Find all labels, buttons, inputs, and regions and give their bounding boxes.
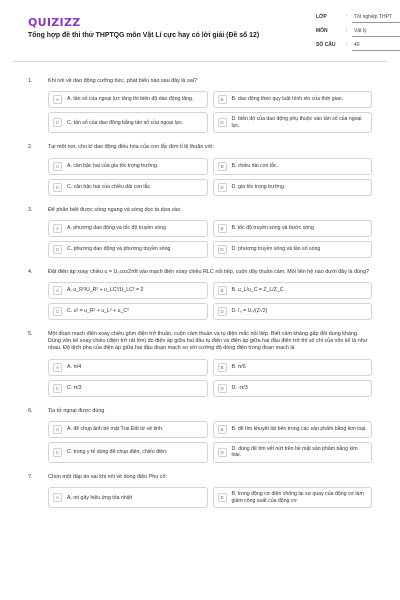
question-text: Để phân biệt được sóng ngang và sóng dọc ta dựa vào bbox=[48, 206, 181, 213]
answer-option[interactable] bbox=[48, 380, 208, 397]
meta-row-subject bbox=[316, 28, 400, 42]
answer-options bbox=[28, 282, 372, 320]
option-text: D. gia tốc trọng trường. bbox=[231, 183, 286, 190]
option-letter-box: D bbox=[218, 448, 227, 457]
option-letter-box: D bbox=[218, 307, 227, 316]
option-letter-box: A bbox=[53, 286, 62, 295]
question-number: 5. bbox=[28, 331, 33, 337]
question-text: Đặt điện áp xoay chiều u = U₀cos2πft vào mạch điện xoay chiều RLC nối tiếp, cuộn dây thuần cảm. Mối liên hệ nào dưới đây là đúng? bbox=[48, 268, 370, 275]
meta-label: MÔN bbox=[316, 28, 328, 34]
question-number: 7. bbox=[28, 474, 33, 480]
option-text: A. tần số của ngoại lực tăng thì biên độ dao động tăng. bbox=[67, 96, 194, 103]
question-item bbox=[28, 408, 372, 463]
option-text: B. tốc độ truyền sóng và bước sóng bbox=[231, 225, 314, 231]
option-letter-box: A bbox=[53, 95, 62, 104]
question-item bbox=[28, 207, 372, 258]
question-text: Khi nói về dao động cưỡng bức, phát biểu nào sau đây là sai? bbox=[48, 78, 197, 84]
option-text: A. phương dao động và tốc độ truyền sóng bbox=[67, 225, 166, 231]
meta-value: Vật lý bbox=[352, 28, 400, 37]
question-item bbox=[28, 269, 372, 320]
option-text: A. để chụp ảnh bề mặt Trái Đất từ vệ tinh. bbox=[67, 426, 164, 433]
option-text: D. dùng để tìm vết nứt trên bề mặt sản phẩm bằng kim loại. bbox=[231, 445, 358, 459]
option-letter-box: A bbox=[53, 493, 62, 502]
question-list bbox=[14, 62, 386, 508]
option-letter-box: D bbox=[218, 183, 227, 192]
question-head bbox=[28, 144, 372, 151]
option-text: D. -π/3 bbox=[231, 384, 248, 391]
question-number: 1. bbox=[28, 78, 33, 84]
option-text: C. π/3 bbox=[67, 384, 82, 391]
option-text: B. u_L/u_C = Z_L/Z_C bbox=[231, 287, 284, 294]
answer-option[interactable] bbox=[213, 91, 373, 108]
answer-option[interactable] bbox=[48, 91, 208, 108]
meta-value: 40 bbox=[352, 42, 400, 51]
meta-colon: : bbox=[346, 14, 348, 20]
answer-option[interactable] bbox=[48, 241, 208, 258]
answer-option[interactable] bbox=[213, 303, 373, 320]
meta-colon: : bbox=[346, 42, 348, 48]
option-text: D. biên độ của dao động phụ thuộc vào tần số của ngoại lực. bbox=[231, 116, 362, 129]
option-letter-box: C bbox=[53, 384, 62, 393]
question-head bbox=[28, 408, 372, 415]
meta-value: Tốt nghiệp THPT bbox=[352, 14, 400, 23]
option-letter-box: A bbox=[53, 425, 62, 434]
option-letter-box: D bbox=[218, 118, 227, 127]
answer-option[interactable] bbox=[213, 158, 373, 175]
answer-options bbox=[28, 421, 372, 463]
option-text: D. I₀ = U₀/(Z√2) bbox=[231, 308, 268, 315]
question-item bbox=[28, 474, 372, 508]
option-text: C. u² = u_R² + u_L² + u_C² bbox=[67, 308, 129, 315]
option-letter-box: D bbox=[218, 384, 227, 393]
answer-option[interactable] bbox=[48, 112, 208, 133]
answer-option[interactable] bbox=[213, 241, 373, 258]
question-head bbox=[28, 207, 372, 214]
question-head bbox=[28, 78, 372, 85]
worksheet-meta bbox=[316, 14, 400, 56]
answer-option[interactable] bbox=[48, 442, 208, 463]
answer-option[interactable] bbox=[213, 220, 373, 237]
option-text: B. dao động theo quy luật hình sin của thời gian. bbox=[231, 96, 344, 103]
answer-option[interactable] bbox=[213, 179, 373, 196]
answer-options bbox=[28, 359, 372, 397]
option-letter-box: B bbox=[218, 286, 227, 295]
option-text: B. π/6 bbox=[231, 363, 246, 370]
meta-colon: : bbox=[346, 28, 348, 34]
answer-option[interactable] bbox=[213, 421, 373, 438]
question-head bbox=[28, 331, 372, 353]
option-text: B. chiều dài con lắc. bbox=[231, 162, 278, 169]
question-number: 3. bbox=[28, 206, 33, 213]
option-text: A. căn bậc hai của gia tốc trọng trường. bbox=[67, 162, 159, 169]
question-number: 2. bbox=[28, 144, 33, 151]
quizizz-logo: QUIZIZZ bbox=[28, 16, 81, 29]
option-letter-box: C bbox=[53, 448, 62, 457]
worksheet-header bbox=[14, 0, 392, 62]
answer-option[interactable] bbox=[213, 112, 373, 133]
option-text: C. căn bậc hai của chiều dài con lắc. bbox=[67, 183, 152, 190]
question-text: Tại một nơi, chu kì dao động điều hòa của con lắc đơn tỉ lệ thuận với: bbox=[48, 144, 214, 151]
answer-option[interactable] bbox=[213, 442, 373, 463]
option-letter-box: A bbox=[53, 224, 62, 233]
meta-row-class bbox=[316, 14, 400, 28]
answer-option[interactable] bbox=[48, 179, 208, 196]
question-head bbox=[28, 269, 372, 276]
answer-option[interactable] bbox=[48, 359, 208, 376]
answer-option[interactable] bbox=[213, 359, 373, 376]
option-letter-box: B bbox=[218, 363, 227, 372]
option-letter-box: C bbox=[53, 118, 62, 127]
question-item bbox=[28, 144, 372, 195]
option-text: A. π/4 bbox=[67, 363, 82, 370]
answer-option[interactable] bbox=[48, 220, 208, 237]
question-item bbox=[28, 331, 372, 397]
answer-option[interactable] bbox=[213, 380, 373, 397]
question-number: 6. bbox=[28, 407, 33, 414]
option-text: B. trong động cơ điện chống lại sự quay của động cơ làm giảm công suất của động cơ bbox=[231, 491, 364, 504]
option-text: C. trong y tế dùng để chụp điện, chiếu điện. bbox=[67, 449, 168, 456]
answer-options bbox=[28, 220, 372, 258]
question-text: Chọn một đáp án sai khi nói về dòng điện Phu cô: bbox=[48, 474, 167, 480]
option-letter-box: C bbox=[53, 307, 62, 316]
option-letter-box: A bbox=[53, 162, 62, 171]
meta-label: SỐ CÂU bbox=[316, 42, 336, 48]
option-text: A. nó gây hiệu ứng tỏa nhiệt bbox=[67, 494, 133, 501]
option-text: B. để tìm khuyết tật bên trong các sản phẩm bằng kim loại. bbox=[231, 426, 367, 433]
answer-option[interactable] bbox=[213, 282, 373, 299]
option-letter-box: D bbox=[218, 245, 227, 254]
option-letter-box: B bbox=[218, 493, 227, 502]
option-letter-box: B bbox=[218, 425, 227, 434]
answer-options bbox=[28, 487, 372, 508]
answer-options bbox=[28, 158, 372, 196]
question-number: 4. bbox=[28, 268, 33, 275]
answer-option[interactable] bbox=[48, 303, 208, 320]
answer-option[interactable] bbox=[48, 421, 208, 438]
meta-label: LỚP bbox=[316, 14, 327, 20]
question-item bbox=[28, 78, 372, 133]
option-text: A. u_R²/U_R² + u_LC²/U_LC² = 2 bbox=[67, 287, 144, 294]
question-head bbox=[28, 474, 372, 481]
option-letter-box: C bbox=[53, 183, 62, 192]
question-text: Một đoạn mạch điện xoay chiều gồm điện trở thuần, cuộn cảm thuần và tụ điện mắc nối tiếp. Biết cảm kháng gấp đôi dung kháng. Dùng vôn kế xoay chiều (điện trở rất lớn) đo điện áp giữa hai đầu tụ điện và điện áp giữa hai đầu điện trở thì số chỉ của vôn kế là như nhau. Độ lệch pha của điện áp giữa hai đầu đoạn mạch so với cường độ dòng điện trong đoạn mạch là bbox=[48, 331, 368, 352]
option-letter-box: A bbox=[53, 363, 62, 372]
option-letter-box: B bbox=[218, 162, 227, 171]
answer-options bbox=[28, 91, 372, 133]
option-text: C. phương dao động và phương truyền sóng bbox=[67, 246, 171, 252]
meta-row-count bbox=[316, 42, 400, 56]
option-letter-box: B bbox=[218, 95, 227, 104]
question-text: Tia tử ngoại được dùng bbox=[48, 407, 105, 414]
option-letter-box: C bbox=[53, 245, 62, 254]
option-letter-box: B bbox=[218, 224, 227, 233]
answer-option[interactable] bbox=[48, 282, 208, 299]
answer-option[interactable] bbox=[213, 487, 373, 508]
worksheet-title: Tổng hợp đề thi thử THPTQG môn Vật Lí cực hay có lời giải (Đề số 12) bbox=[28, 32, 260, 39]
answer-option[interactable] bbox=[48, 487, 208, 508]
option-text: D. phương truyền sóng và tần số sóng bbox=[231, 246, 321, 252]
answer-option[interactable] bbox=[48, 158, 208, 175]
option-text: C. tần số của dao động bằng tần số của ngoại lực. bbox=[67, 119, 184, 126]
